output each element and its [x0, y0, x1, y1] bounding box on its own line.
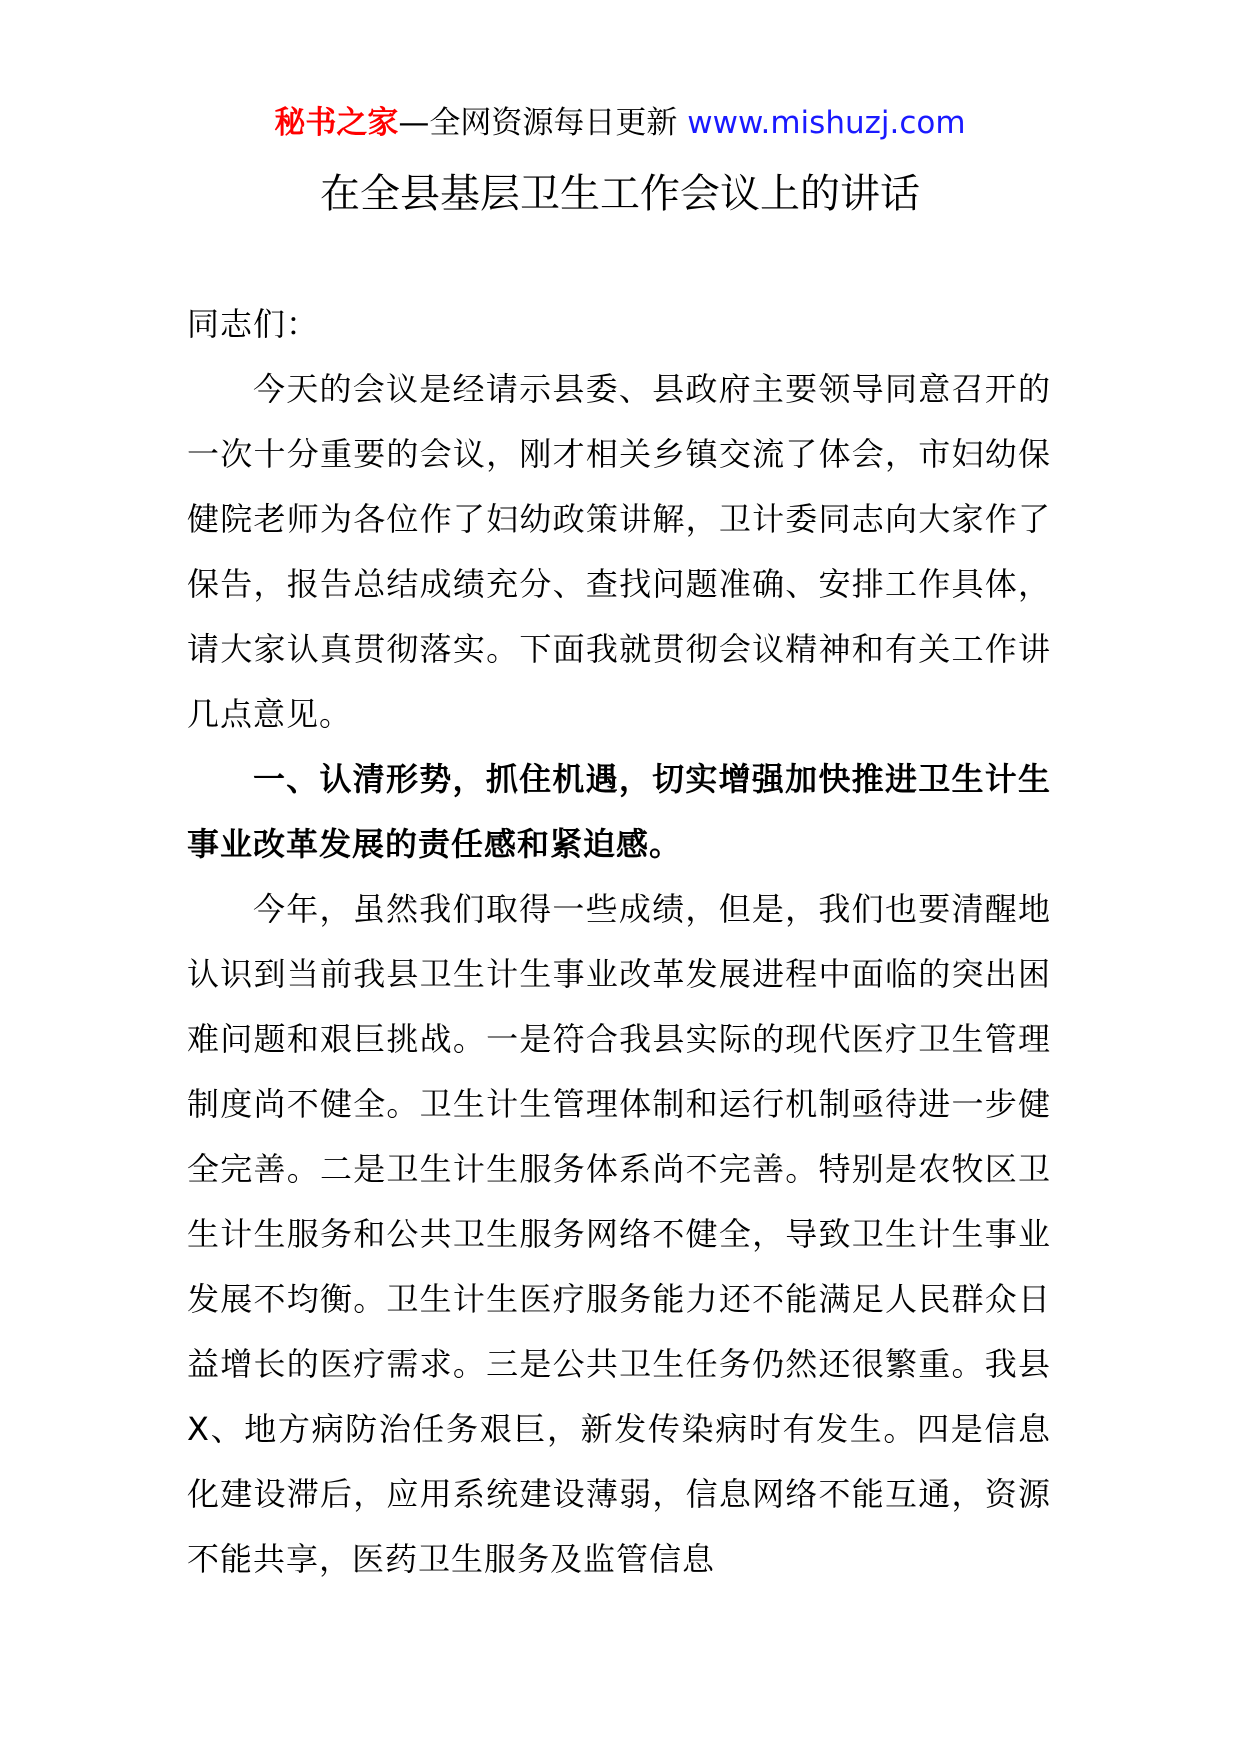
section-heading-1: 一、认清形势，抓住机遇，切实增强加快推进卫生计生事业改革发展的责任感和紧迫感。	[187, 760, 1051, 863]
site-header	[0, 100, 1240, 146]
paragraph-challenges: 今年，虽然我们取得一些成绩，但是，我们也要清醒地认识到当前我县卫生计生事业改革发展进程中面临的突出困难问题和艰巨挑战。一是符合我县实际的现代医疗卫生管理制度尚不健全。卫生计生管理体制和运行机制亟待进一步健全完善。二是卫生计生服务体系尚不完善。特别是农牧区卫生计生服务和公共卫生服务网络不健全，导致卫生计生事业发展不均衡。卫生计生医疗服务能力还不能满足人民群众日益增长的医疗需求。三是公共卫生任务仍然还很繁重。我县X、地方病防治任务艰巨，新发传染病时有发生。四是信息化建设滞后，应用系统建设薄弱，信息网络不能互通，资源不能共享，医药卫生服务及监管信息	[187, 890, 1051, 1578]
brand-name: 秘书之家	[274, 105, 399, 141]
header-tagline: —全网资源每日更新	[398, 105, 678, 141]
site-url-link[interactable]: www.mishuzj.com	[687, 105, 966, 141]
document-title: 在全县基层卫生工作会议上的讲话	[320, 171, 920, 217]
salutation: 同志们：	[187, 305, 320, 343]
document-body	[187, 292, 1051, 1592]
paragraph-intro: 今天的会议是经请示县委、县政府主要领导同意召开的一次十分重要的会议，刚才相关乡镇交流了体会，市妇幼保健院老师为各位作了妇幼政策讲解，卫计委同志向大家作了保告，报告总结成绩充分、查找问题准确、安排工作具体，请大家认真贯彻落实。下面我就贯彻会议精神和有关工作讲几点意见。	[187, 370, 1051, 733]
